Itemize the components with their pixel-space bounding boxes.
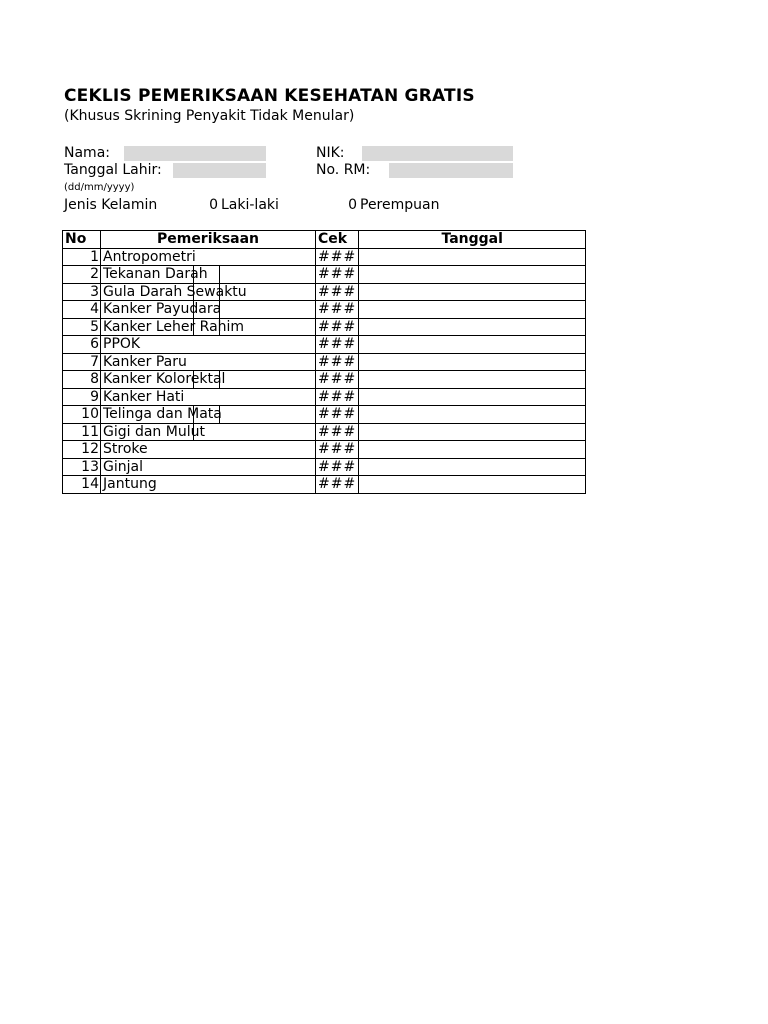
row-exam-name: Kanker Payudara [103,301,222,318]
row-exam-cell [101,476,316,494]
header-pemeriksaan: Pemeriksaan [101,231,316,249]
row-exam-name: Gula Darah Sewaktu [103,283,247,300]
row-number: 12 [63,441,101,459]
row-exam-cell [101,301,316,319]
row-exam-cell [101,441,316,459]
row-exam-name: Kanker Hati [103,388,185,405]
row-number: 5 [63,318,101,336]
row-date-cell[interactable] [359,476,586,494]
row-date-cell[interactable] [359,318,586,336]
row-number: 3 [63,283,101,301]
row-exam-name: Tekanan Darah [103,266,208,283]
row-number: 7 [63,353,101,371]
grid-line-artifact [193,301,194,318]
gender-female-label: Perempuan [360,197,440,213]
row-date-cell[interactable] [359,388,586,406]
row-exam-name: Kanker Leher Rahim [103,318,245,335]
row-number: 10 [63,406,101,424]
row-exam-cell [101,371,316,389]
date-format-hint: (dd/mm/yyyy) [64,182,135,193]
name-label: Nama: [64,145,110,161]
rm-field[interactable] [389,163,513,178]
page-title: CEKLIS PEMERIKSAAN KESEHATAN GRATIS [64,86,475,106]
row-number: 13 [63,458,101,476]
row-check-cell[interactable]: ### [316,371,359,389]
row-date-cell[interactable] [359,406,586,424]
row-check-cell[interactable]: ### [316,248,359,266]
row-exam-name: Ginjal [103,458,143,475]
row-check-cell[interactable]: ### [316,441,359,459]
table-row [63,248,586,266]
row-date-cell[interactable] [359,441,586,459]
header-cek: Cek [316,231,359,249]
row-exam-cell [101,406,316,424]
row-check-cell[interactable]: ### [316,301,359,319]
table-row [63,301,586,319]
gender-female-value[interactable]: 0 [348,197,357,213]
row-exam-cell [101,423,316,441]
row-exam-cell [101,318,316,336]
row-exam-name: Kanker Kolorektal [103,371,226,388]
nik-field[interactable] [362,146,513,161]
table-row [63,423,586,441]
row-date-cell[interactable] [359,423,586,441]
grid-line-artifact [193,371,194,388]
row-date-cell[interactable] [359,266,586,284]
grid-line-artifact [219,371,220,388]
row-check-cell[interactable]: ### [316,423,359,441]
grid-line-artifact [193,424,194,441]
row-exam-cell [101,458,316,476]
row-check-cell[interactable]: ### [316,318,359,336]
row-date-cell[interactable] [359,301,586,319]
row-date-cell[interactable] [359,283,586,301]
row-check-cell[interactable]: ### [316,283,359,301]
nik-label: NIK: [316,145,345,161]
row-date-cell[interactable] [359,336,586,354]
row-check-cell[interactable]: ### [316,336,359,354]
row-number: 11 [63,423,101,441]
table-row [63,283,586,301]
gender-male-label: Laki-laki [221,197,279,213]
grid-line-artifact [219,319,220,336]
row-number: 4 [63,301,101,319]
name-field[interactable] [124,146,266,161]
gender-label: Jenis Kelamin [64,197,158,213]
header-no: No [63,231,101,249]
row-exam-name: Kanker Paru [103,353,187,370]
header-tanggal: Tanggal [359,231,586,249]
grid-line-artifact [193,284,194,301]
table-row [63,371,586,389]
row-date-cell[interactable] [359,458,586,476]
grid-line-artifact [219,301,220,318]
row-exam-name: Jantung [103,476,157,493]
row-date-cell[interactable] [359,353,586,371]
table-row [63,406,586,424]
checklist-table [62,230,586,494]
row-date-cell[interactable] [359,248,586,266]
table-row [63,388,586,406]
page-subtitle: (Khusus Skrining Penyakit Tidak Menular) [64,108,355,124]
row-exam-cell [101,353,316,371]
table-row [63,336,586,354]
table-row [63,441,586,459]
row-number: 14 [63,476,101,494]
row-exam-name: Telinga dan Mata [103,406,222,423]
row-check-cell[interactable]: ### [316,476,359,494]
grid-line-artifact [193,406,194,423]
table-row [63,458,586,476]
grid-line-artifact [219,406,220,423]
table-row [63,266,586,284]
grid-line-artifact [193,319,194,336]
row-check-cell[interactable]: ### [316,353,359,371]
grid-line-artifact [219,266,220,283]
row-exam-cell [101,388,316,406]
row-number: 6 [63,336,101,354]
table-header-row [63,231,586,249]
grid-line-artifact [219,284,220,301]
row-exam-name: Gigi dan Mulut [103,423,205,440]
rm-label: No. RM: [316,162,371,178]
row-number: 8 [63,371,101,389]
dob-label: Tanggal Lahir: [64,162,162,178]
row-check-cell[interactable]: ### [316,458,359,476]
row-check-cell[interactable]: ### [316,266,359,284]
row-exam-cell [101,336,316,354]
row-exam-cell [101,266,316,284]
table-row [63,318,586,336]
row-exam-name: Antropometri [103,248,196,265]
dob-field[interactable] [173,163,266,178]
row-exam-cell [101,283,316,301]
row-exam-name: Stroke [103,441,148,458]
table-row [63,353,586,371]
table-row [63,476,586,494]
row-number: 9 [63,388,101,406]
row-exam-name: PPOK [103,336,141,353]
row-check-cell[interactable]: ### [316,406,359,424]
row-number: 2 [63,266,101,284]
row-check-cell[interactable]: ### [316,388,359,406]
row-number: 1 [63,248,101,266]
gender-male-value[interactable]: 0 [209,197,218,213]
grid-line-artifact [193,266,194,283]
row-date-cell[interactable] [359,371,586,389]
row-exam-cell [101,248,316,266]
